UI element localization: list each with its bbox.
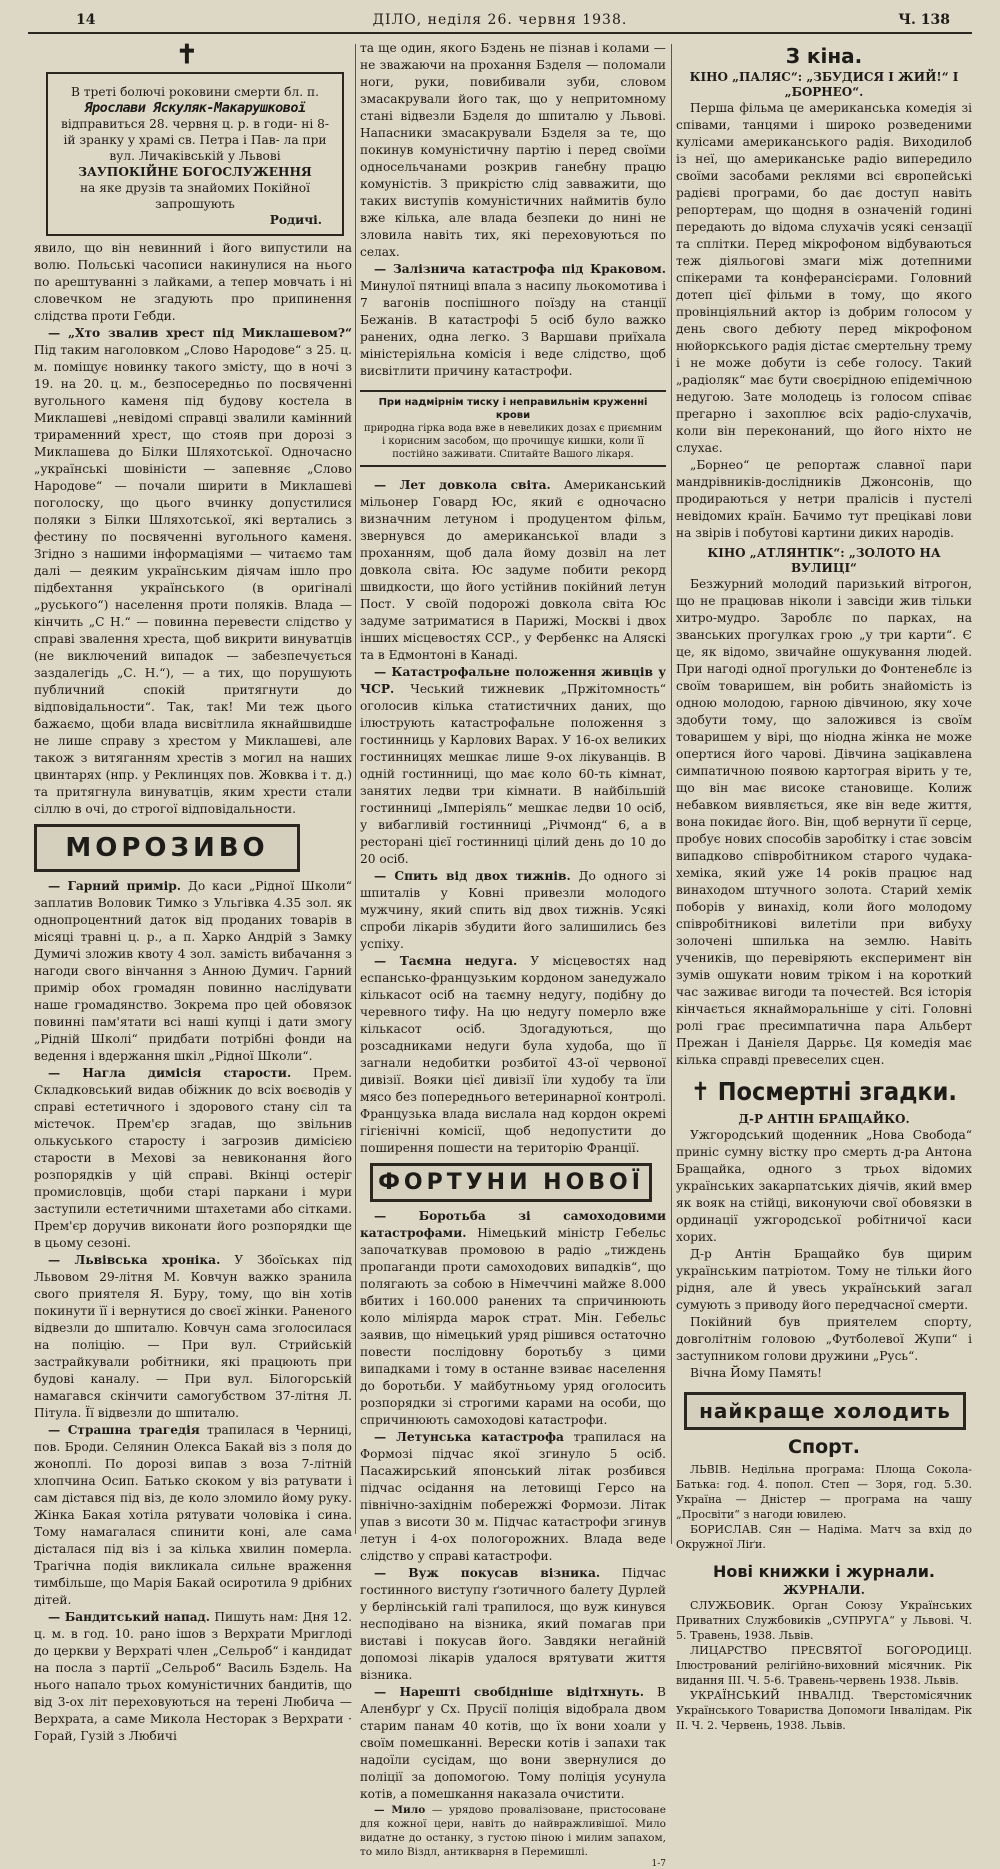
article-body: Чеський тижневик „Пржітомность“ оголосив кілька статистичних даних, що ілюструють катастрофальне положення з гостинниць у Карлових Варах. У 16-ох великих гостинницях мешкає лише 9-ох лікуванців. В одній гостинниці, що має коло 60-ть кімнат, занятих ледви три кімнати. В найбільшій гостинниці „Імперіяль“ мешкає ледви 10 осіб, у вибагливій гостинниці „Річмонд“ 6, а в ресторані цієї гостинниці цілий день до 10 до 20 осіб. (360, 682, 666, 866)
article-body: Німецький міністр Гебельс започаткував промовою в радіо „тиждень пропаганди проти самоходових випадків“, що полягають за собою в Німеччині майже 8.000 вбитих і 160.000 ранених та спричинюють коло міліярда марок страт. Мін. Гебельс заявив, що німецький уряд рішився остаточно повести послідовну боротьбу з цими випадками і тому в останне взиває населення до боротьби. У майбутньому уряд оголосить розпорядки зі строгими карами на особи, що спричинюють самоходові катастрофи. (360, 1226, 666, 1427)
article-title: — Нагла димісія старости. (48, 1066, 292, 1080)
article-text: явило, що він невинний і його випустили на волю. Польські часописи накинулися на нього по арештуванні з лайками, а тепер мовчать і ні словечком не згадують про припинення слідства проти Гебди. (34, 241, 352, 323)
article-title: — Лет довкола світа. (374, 478, 551, 492)
books-section-title: Нові книжки і журнали. (713, 1562, 935, 1581)
advertisement-notice (360, 390, 666, 467)
article (360, 1684, 666, 1803)
obituary-closing: Вічна Йому Память! (690, 1366, 823, 1380)
cinema-palace-heading: КІНО „ПАЛЯС“: „ЗБУДИСЯ І ЖИЙ!“ І „БОРНЕО“. (689, 70, 959, 99)
article-title: — Боротьба зі самоходовими катастрофами. (360, 1209, 666, 1240)
article (34, 878, 352, 1065)
cross-icon: ✝ (176, 40, 198, 70)
sport-boryslav: БОРИСЛАВ. Сян — Надіма. Матч за вхід до Окружної Ліґи. (676, 1523, 972, 1551)
article (360, 261, 666, 380)
column-3 (676, 40, 972, 1733)
article-body: У Збоїськах під Львовом 29-літня М. Ковчун важко зранила свого приятеля Я. Буру, тому, що він хотів покинути її і вернутися до своєї жінки. Раненого відвезли до шпиталю. Ковчун сама зголосилася на поліцію. — При вул. Стрийській застрайкували робітники, які працюють при будові каналу. — При вул. Білогорській намагався скінчити самогубством 37-літня Л. Пітула. Її відвезли до шпиталю. (34, 1253, 353, 1420)
article-title: — Залізнича катастрофа під Краковом. (374, 262, 666, 276)
article-body: Ужгородський щоденник „Нова Свобода“ приніс сумну вістку про смерть д-ра Антона Бращайка, одного з трьох відомих українських закарпатських діячів, який вмер як вояк на стійці, виконуючи свої обовязки в ординації ужгородської робітничої каси хорих. (676, 1128, 972, 1244)
notice-text: природна гірка вода вже в невеликих дозах є приємним і корисним засобом, що прочищує кишки, коли її постійно заживати. Спитайте Вашого лікаря. (363, 423, 663, 460)
article (34, 1065, 352, 1252)
article-body: Д-р Антін Бращайко був щирим українським патріотом. Тому не тільки його рідня, але й увесь український загал сумують з приводу його передчасної смерти. (676, 1247, 972, 1312)
article-body: Пишуть нам: Дня 12. ц. м. в год. 10. рано ішов з Верхрати Мриглоді до церкви у Верхраті член „Сельроб“ і кандидат на посла з партії „Сельроб“ Василь Бздель. На нього напало трьох комуністичних бандитів, що від 3-ох літ переховуються на терені Любича — Верхрата, а саме Микола Несторак з Верхрати · Горай, Гузій з Любичі (34, 1610, 352, 1743)
article-title: — Гарний примір. (48, 879, 182, 893)
article-body: Перша фільма це американська комедія зі співами, танцями і широко розведеними кулісами американського радія. Виходилоб із неї, що американське радіо випередило своїми засобами реклями всі європейські радієві програми, бо дає доступ навіть репортерам, що щодня в означеній годині передають до відома слухачів усякі сензації та сплітки. Перед мікрофоном відбуваються теж діяльогові змаги між дотепними спікерами та конферансієрами. Головний дотеп цієї фільми в тому, що якого провінціяльний актор із добрим голосом у день свого дебюту перед мікрофоном нюйоркського радія дістає смертельну тремy і не може добути із себе голосу. Такий „радіоляк“ має бути своєрідною епідемічною недугою. Зате молодець із голосом співає прегарно і захоплює всіх радіо-слухачів, коли він переконаний, що його ніхто не слухає. (676, 101, 972, 455)
article-title: — Катастрофальне положення живців у ЧСР. (360, 665, 666, 696)
article-title: — Летунська катастрофа (374, 1430, 564, 1444)
issue-number: Ч. 138 (898, 12, 950, 28)
article (34, 1422, 352, 1609)
ad-fortuny-novoi: ФОРТУНИ НОВОЇ (370, 1163, 652, 1202)
article-body: У місцевостях над еспансько-французьким кордоном занедужало кількасот осіб на таємну недугу, подібну до черевного тифу. На цю недугу померло вже кількасот осіб. Здогадуються, що розсадниками недуги була худоба, що її загнали недобитки розбитої 43-ої червоної дивізії. Вояки цієї дивізії їли худобу та їли мясо без попереднього ветеринарної контролі. Французька влада вислала над кордон окремі гігієнічні комісії, щоб недопустити до поширення пошести на територію Франції. (360, 954, 666, 1155)
ad-code: 1-7 (651, 1859, 666, 1869)
obituary-intro: В треті болючі роковини смерти бл. п. (70, 85, 320, 99)
article (360, 1429, 666, 1565)
article-body: — урядово провалізоване, пристосоване для кожної цери, навіть до найвражливішої. Мило видатне до останку, з густою піною і милим запахом, то мило Віздл, антикварня в Перемишлі. (360, 1804, 666, 1858)
article-body: „Борнео“ це репортаж славної пари мандрівників-дослідників Джонсонів, що продираються у нетри пралісів і пустелі невідомих країн. Бачимо тут прецікаві лови на звірів і побутові картини диких народів. (676, 458, 972, 540)
obituary-signature: Родичі. (269, 213, 322, 227)
obituary-service: ЗАУПОКІЙНЕ БОГОСЛУЖЕННЯ (78, 165, 312, 179)
soap-ad (360, 1803, 666, 1859)
article-title: — Страшна трагедія (48, 1423, 200, 1437)
cinema-atlantic-heading: КІНО „АТЛЯНТІК“: „ЗОЛОТО НА ВУЛИЦІ“ (707, 546, 941, 575)
cinema-section-title: З кіна. (785, 44, 863, 68)
article-title: — „Хто звалив хрест під Миклашевом?“ (48, 326, 352, 340)
ad-morozyvo: МОРОЗИВО (34, 824, 300, 872)
article (360, 1565, 666, 1684)
article-title: — Нарешті свобідніше відітхнуть. (374, 1685, 645, 1699)
page-number: 14 (76, 12, 96, 28)
article-body: Безжурний молодий паризький вітрогон, що не працював ніколи і завсіди жив тільки хитро-мудро. Зароблє по парках, на званських прогулках грою „у три карти“. Є це, як відомо, звичайне ошукування людей. При нагоді одної прогульки до Фонтенеблє із своїм товаришем, він робить знайомість із одною молодою, гарною дівчиною, яку хоче здобути тому, що заложився із своїм товаришем у вірі, що ніодна жінка не може опертися його чарові. Дівчина зацікавлена симпатичною появою картограя вірить у те, що він має високе становище. Колиж небавком виявляється, яке він веде життя, вона покидає його. Він, щоб вернути її серце, пробує нових способів заробітку і стає зовсім випадково співробітником старого чудака-хеміка, який уже 14 років працює над винаходом штучного золота. Старий хемік поборів у винахід, коли його молодому співробітникові вилетіли при вибуху золочені шпилька на землю. Навіть учеників, що перевіряють експеримент він зумів ошукати новим тріком і на короткий час заживає вигоди та почестей. Вся історія кінчається якнайморальніше у сіті. Головні ролі грає пресимпатична пара Альберт Прежан і Даніеля Даррьє. Ця комедія має кілька справді превеселих сцен. (676, 577, 972, 1067)
column-1 (34, 40, 352, 1745)
article-body: Покійний був приятелем спорту, довголітнім головою „Футболевої Жупи“ і заступником голови дружини „Русь“. (676, 1315, 972, 1363)
article (34, 325, 352, 818)
article-body: До каси „Рідної Школи“ заплатив Воловик Тимко з Ульгівка 4.35 зол. як однопроцентний даток від проданих товарів в місяці травні ц. р., а п. Харко Андрій з Замку Думичі зложив квоту 4 зол. замість вибачання з нагоди свого вінчання з Анною Думич. Гарний примір обох громадян повинно наслідувати наше громадянство. Зокрема про цей обовязок повинні пам'ятати всі наші купці і дати змогу „Рідній Школі“ придбати потрібні фонди на ведення і вдержання шкіл „Рідної Школи“. (34, 879, 353, 1063)
obituary-name: Ярослави Яскуляк-Макарушкової (84, 100, 306, 116)
article-body: Прем. Складковський видав обіжник до всіх воєводів у справі естетичного і здорового стану сіл та містечок. Прем'єр згадав, що звільнив олькуського старосту і загрозив димісією старости в Мехові за невиконання його розпорядків у цій справі. Вкінці остеріг промисловців, щоби старі паркани і мури заступили естетичними штахетами або сітками. Прем'єр доручив виконати його розпорядки ще в цьому сезоні. (34, 1066, 352, 1250)
article-body: Минулої пятниці впала з насипу льокомотива і 7 вагонів поспішного поїзду на станції Бежанів. В катастрофі 5 осіб було важко ранених, одна легко. З Варшави приїхала міністеріяльна комісія і веде слідство, щоб висвітлити причину катастрофи. (360, 279, 666, 378)
obituary-notice (46, 72, 344, 236)
column-divider (355, 44, 356, 1534)
article (360, 953, 666, 1157)
article-body: трапилася в Черниці, пов. Броди. Селянин Олекса Бакай віз з поля до жоноплі. По дорозі випав з воза 7-літній хлопчина Осип. Батько скоком у віз ратувати і сам діставcя під віз, де коло зломило йому руку. Жінка Бакая хотіла рятувати чоловіка і сина. Тому намагалася спинити коні, але сама дісталася під віз і за кілька хвилин померла. Трагічна подія викликала сильне враження тимбільше, що Марія Бакай осиротила 9 дрібних дітей. (34, 1423, 352, 1607)
article-body: Під таким наголовком „Слово Народове“ з 25. ц. м. поміщує новинку такого змісту, що в ночі з 19. на 20. ц. м., безпосередньо по посвяченні вугольного каменя під будову костела в Миклашеві „невідомі справці звалили камінний трираменний хрест, що стояв при дорозі з Миклашева до Білки Шляхотської. Одночасно „українські шовіністи — запевняє „Слово Народове“ — почали ширити в Миклашеві поголоску, що цього вчинку допустилися поляки з Білки Шляхотської, які вертались з фестину по посвяченні вугольного каменя. Згідно з нашими інформаціями — читаємо там далі — деяким українським діячам ішло про підбехтання українського (в оригіналі „руського“) населення проти поляків. Влада — кінчить „С Н.“ — повинна перевести слідство у справі звалення хреста, щоб викрити винуватців (не виключений випадок — забезпечується заздалегідь „С. Н.“), — а тих, що порушують публичний спокій притягнути до відповідальности“. Так, так! Ми теж цього бажаємо, щоби влада висвітлила якнайшвидше не лише справу з хрестом у Миклашеві, але також з витяганням хрестів з могил на наших цвинтарях (нпр. у Реклинцях пов. Жовква і т. д.) та притягнула винуватців, яким хрести стали сіллю в очі, до строгої відповідальности. (34, 343, 352, 816)
journals-heading: ЖУРНАЛИ. (783, 1583, 865, 1597)
article-text: та ще один, якого Бздень не пізнав і колами — не зважаючи на прохання Бзделя — поломали ноги, руки, повибивали зуби, словом змасакрували його так, що у непритомному стані відвезли Бзделя до шпиталю у Львові. Напасники змасакрували Бзделя за те, що покинув комуністичну партію і перед своїми односельчанами розкрив ганебну працю комуністів. З прикрістю слід завважити, що таких виступів комуністичних наймитів було вже кілька, але влада безпеки до нині не зловила навіть тих, які переховуються по селах. (360, 41, 666, 259)
article-title: — Вуж покусав візника. (374, 1566, 601, 1580)
journal-entry: УКРАЇНСЬКИЙ ІНВАЛІД. Тверстомісячник Українського Товариства Допомоги Інвалідам. Рік II. Ч. 2. Червень, 1938. Львів. (676, 1689, 972, 1732)
article-body: До одного зі шпиталів у Ковні привезли молодого мужчину, який спить від двох тижнів. Усякі спроби лікарів збудити його залишились без успіху. (360, 869, 666, 951)
article-body: трапилася на Формозі підчас якої згинуло 5 осіб. Пасажирський японський літак розбився підчас осідання на летовищі Герсо на північно-західнім побережжі Формози. Літак упав з висоти 30 м. Підчас катастрофи згинув летун і 4-ох пологорожних. Влада веде слідство у справі катастрофи. (360, 1430, 666, 1563)
column-divider (671, 44, 672, 1544)
article-title: — Таємна недуга. (374, 954, 518, 968)
obituary-invite: на яке друзів та знайомих Покійної запрошують (79, 181, 311, 211)
article (360, 1208, 666, 1429)
sport-section-title: Спорт. (788, 1436, 860, 1458)
article (360, 868, 666, 953)
article (360, 664, 666, 868)
article-title: — Мило (374, 1804, 426, 1816)
masthead: ДІЛО, неділя 26. червня 1938. (372, 12, 628, 28)
sport-lviv: ЛЬВІВ. Недільна програма: Площа Сокола-Батька: год. 4. попол. Степ — Зоря, год. 5.30. Україна — Дністер — програма на чашу „Просвіти“ з нагоди ювилею. (676, 1463, 972, 1521)
article (360, 477, 666, 664)
article-body: Американський мільонер Говард Юс, який є одночасно визначним летуном і продуцентом фільм, звернувся до американської влади з проханням, щоб дала йому дозвіл на лет довкола світа. Юс задуме побити рекорд швидкости, що його устійнив покійний летун Пост. У своїй подорожі довкола світа Юс задуме затриматися в Парижі, Москві і двох інших місцевостях ССР., у Фербенкс на Аляскі та в Едмонтоні в Канаді. (360, 478, 667, 662)
obituary-details: відправиться 28. червня ц. р. в годи- ні 8-ій зранку у храмі св. Петра і Пав- ла при вул. Личаківській у Львові (60, 117, 330, 163)
article-body: В Аленбурґ у Сх. Прусії поліція відобрала двом старим панам 40 котів, що їх вони хоали у своїм помешканні. Верески котів і запахи так надоїли сусідам, що вони звернулися до поліції за допомогою. Тому поліція усунула котів, а помешкання наказала очистити. (360, 1685, 666, 1801)
article-title: — Бандитський напад. (48, 1610, 211, 1624)
journal-entry: СЛУЖБОВИК. Орган Союзу Українських Приватних Службовиків „СУПРУГА“ у Львові. Ч. 5. Травень, 1938. Львів. (676, 1599, 972, 1642)
journal-entry: ЛИЦАРСТВО ПРЕСВЯТОЇ БОГОРОДИЦІ. Ілюстрований релігійно-виховний місячник. Рік видання III. Ч. 5-6. Травень-червень 1938. Львів. (676, 1644, 972, 1687)
article (34, 1252, 352, 1422)
page-header (28, 10, 972, 34)
obituaries-section-title: ✝ Посмертні згадки. (691, 1077, 957, 1106)
obituary-person-name: Д-Р АНТІН БРАЩАЙКО. (738, 1112, 910, 1126)
column-2 (360, 40, 666, 1869)
article-title: — Спить від двох тижнів. (374, 869, 571, 883)
notice-heading: При надмірнім тиску і неправильнім круженні крови (378, 397, 648, 421)
article (34, 1609, 352, 1745)
ad-naikrashche-kholodyt: найкраще холодить (684, 1392, 966, 1430)
article-body: Підчас гостинного виступу ґзотичного балету Дурлей у берлінській галі трапилося, що вуж кинувся несподівано на візника, який помагав при виставі і покусав його. Завдяки негайній допомозі лікарів удалося врятувати життя візника. (360, 1566, 667, 1682)
article-title: — Львівська хроніка. (48, 1253, 221, 1267)
